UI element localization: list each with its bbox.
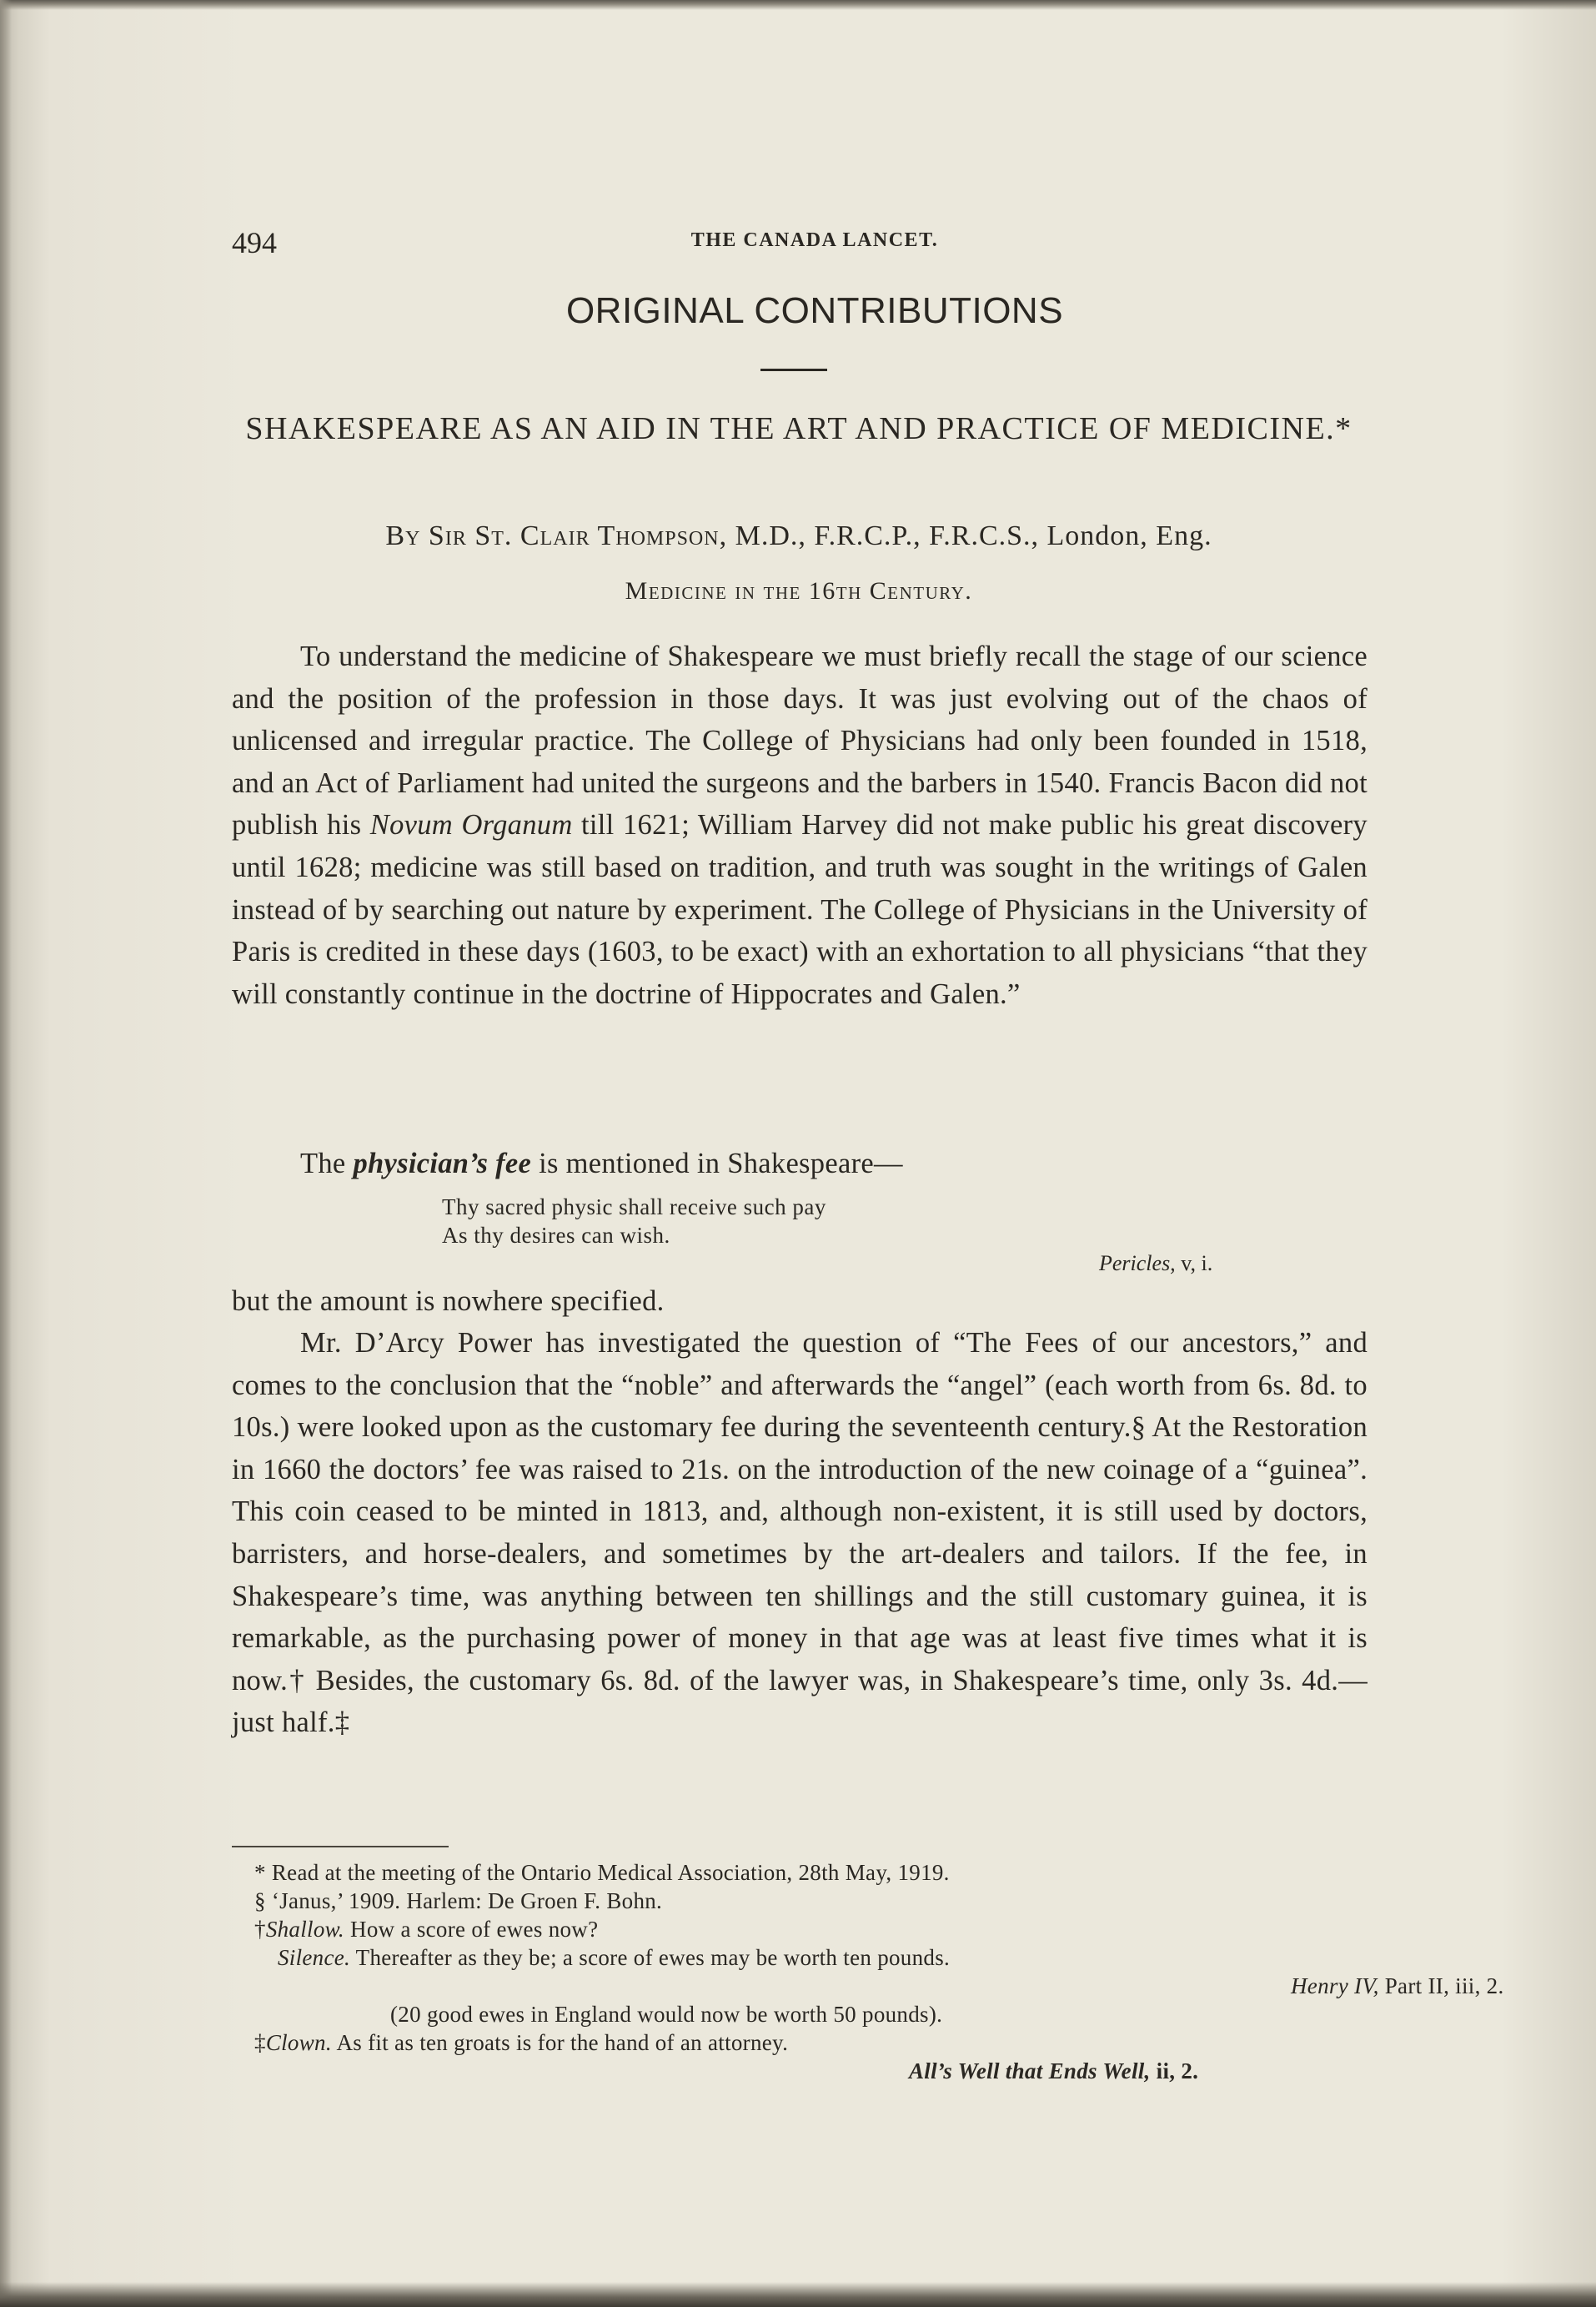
- footnote-6: (20 good ewes in England would now be worth 50 pounds).: [390, 2002, 943, 2027]
- footnote-5-citation: [1291, 1972, 1504, 2000]
- paragraph-1-italic: Novum Organum: [369, 809, 573, 842]
- footnote-7-text: As fit as ten groats is for the hand of an attorney.: [331, 2030, 789, 2055]
- verse-citation-work: Pericles,: [1099, 1251, 1176, 1275]
- footnote-7-mark: ‡: [254, 2030, 266, 2055]
- paragraph-2-italic: physician’s fee: [353, 1148, 532, 1179]
- footnote-3-mark: †: [254, 1917, 266, 1942]
- page-bottom-edge: [0, 2282, 1596, 2307]
- verse-line-1: Thy sacred physic shall receive such pay: [442, 1194, 826, 1219]
- page-top-edge: [0, 0, 1596, 10]
- section-heading: ORIGINAL CONTRIBUTIONS: [565, 290, 1064, 331]
- footnote-5-ref: Part II, iii, 2.: [1378, 1973, 1504, 1998]
- paragraph-4: Mr. D’Arcy Power has investigated the question of “The Fees of our ancestors,” and comes to the conclusion that the “noble” and afterwards the “angel” (each worth from 6s. 8d. to 10s.) were looked upon as the customary fee during the seventeenth century.§ At the Restoration in 1660 the doctors’ fee was raised to 21s. on the introduction of the new coinage of a “guinea”. This coin ceased to be minted in 1813, and, although non-existent, it is still used by doctors, barristers, and horse-dealers, and sometimes by the art-dealers and tailors. If the fee, in Shakespeare’s time, was anything between ten shillings and the still customary guinea, it is remarkable, as the purchasing power of money in that age was at least five times what it is now.† Besides, the customary 6s. 8d. of the lawyer was, in Shakespeare’s time, only 3s. 4d.—just half.‡: [232, 1327, 1368, 1739]
- paragraph-3: but the amount is nowhere specified.: [232, 1285, 665, 1317]
- footnote-3: [254, 1915, 598, 1943]
- footnote-4-speaker: Silence.: [278, 1945, 351, 1970]
- footnote-3-text: How a score of ewes now?: [344, 1917, 599, 1942]
- page-number: 494: [232, 226, 277, 259]
- verse-quote: [442, 1193, 826, 1249]
- paragraph-2: [232, 1143, 1368, 1185]
- running-head: THE CANADA LANCET.: [690, 229, 939, 251]
- footnote-8-citation: [909, 2057, 1198, 2085]
- paragraph-1: [232, 636, 1368, 1015]
- footnote-7-speaker: Clown.: [265, 2030, 332, 2055]
- heading-rule: [760, 369, 827, 371]
- byline-credentials: M.D., F.R.C.P., F.R.C.S., London, Eng.: [727, 520, 1212, 551]
- verse-citation-ref: v, i.: [1175, 1251, 1213, 1275]
- byline: [232, 520, 1366, 552]
- footnote-8-ref: ii, 2.: [1150, 2058, 1199, 2083]
- binding-edge: [0, 0, 12, 2307]
- article-title: SHAKESPEARE AS AN AID IN THE ART AND PRACTICE OF MEDICINE.*: [245, 411, 1353, 446]
- verse-citation: [1099, 1251, 1212, 1276]
- footnote-rule: [232, 1846, 449, 1847]
- footnote-8-work: All’s Well that Ends Well,: [909, 2058, 1151, 2083]
- section-subheading: Medicine in the 16th Century.: [625, 577, 973, 605]
- footnote-7: [254, 2028, 788, 2057]
- footnote-1: * Read at the meeting of the Ontario Medical Association, 28th May, 1919.: [254, 1860, 950, 1885]
- footnote-2: § ‘Janus,’ 1909. Harlem: De Groen F. Bohn.: [254, 1888, 663, 1913]
- paragraph-1-text: To understand the medicine of Shakespeare we must briefly recall the stage of our science and the position of the profession in those days. It was just evolving out of the chaos of unlicensed and irregular practice. The College of Physicians had only been founded in 1518, and an Act of Parliament had united the surgeons and the barbers in 1540. Francis Bacon did not publish his: [232, 641, 1368, 842]
- verse-line-2: As thy desires can wish.: [442, 1223, 670, 1248]
- footnote-5-work: Henry IV,: [1291, 1973, 1379, 1998]
- footnote-4-text: Thereafter as they be; a score of ewes may be worth ten pounds.: [350, 1945, 951, 1970]
- footnote-3-speaker: Shallow.: [265, 1917, 344, 1942]
- paragraph-2-start: The: [300, 1148, 354, 1179]
- byline-author: By Sir St. Clair Thompson,: [385, 520, 728, 551]
- footnote-4: [278, 1943, 950, 1972]
- paragraph-1-end: till 1621; William Harvey did not make public his great discovery until 1628; medicine was still based on tradition, and truth was sought in the writings of Galen instead of by searching out nature by experiment. The College of Physicians in the University of Paris is credited in these days (1603, to be exact) with an exhortation to all physicians “that they will constantly continue in the doctrine of Hippocrates and Galen.”: [232, 809, 1368, 1010]
- paragraph-2-end: is mentioned in Shakespeare—: [531, 1148, 903, 1179]
